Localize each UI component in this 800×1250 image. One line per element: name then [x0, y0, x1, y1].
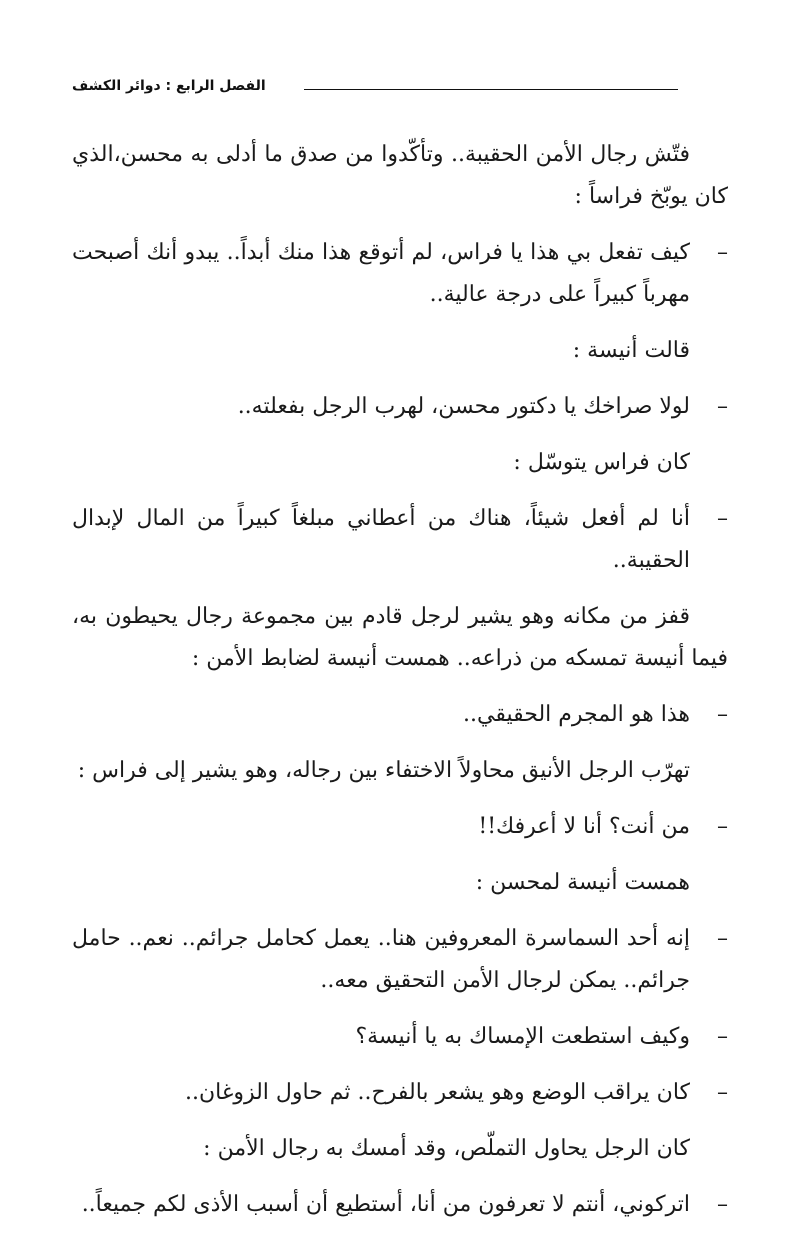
narration-paragraph: فتّش رجال الأمن الحقيبة.. وتأكّدوا من صدق ما أدلى به محسن،الذي كان يوبّخ فراساً : [72, 142, 728, 209]
dialogue-dash: – [717, 1024, 728, 1049]
dialogue-text: كان يراقب الوضع وهو يشعر بالفرح.. ثم حاول الزوغان.. [184, 1080, 690, 1105]
dialogue-text: أنا لم أفعل شيئاً، هناك من أعطاني مبلغاً كبيراً من المال لإبدال الحقيبة.. [72, 506, 690, 573]
dialogue-line [72, 918, 728, 1002]
dialogue-text: كيف تفعل بي هذا يا فراس، لم أتوقع هذا منك أبداً.. يبدو أنك أصبحت مهرباً كبيراً على درجة عالية.. [72, 240, 690, 307]
header-rule [304, 89, 678, 90]
dialogue-text: من أنت؟ أنا لا أعرفك!! [478, 814, 690, 839]
narration-paragraph: قالت أنيسة : [572, 338, 690, 363]
page-body [72, 134, 728, 1226]
narration-paragraph: قفز من مكانه وهو يشير لرجل قادم بين مجموعة رجال يحيطون به، فيما أنيسة تمسكه من ذراعه.. همست أنيسة لضابط الأمن : [72, 604, 728, 671]
dialogue-text: إنه أحد السماسرة المعروفين هنا.. يعمل كحامل جرائم.. نعم.. حامل جرائم.. يمكن لرجال الأمن التحقيق معه.. [72, 926, 690, 993]
narration-paragraph: كان فراس يتوسّل : [513, 450, 690, 475]
dialogue-text: هذا هو المجرم الحقيقي.. [463, 702, 690, 727]
dialogue-text: وكيف استطعت الإمساك به يا أنيسة؟ [355, 1024, 690, 1049]
dialogue-dash: – [717, 1192, 728, 1217]
dialogue-line [72, 232, 728, 316]
dialogue-dash: – [717, 702, 728, 727]
narration-paragraph: تهرّب الرجل الأنيق محاولاً الاختفاء بين رجاله، وهو يشير إلى فراس : [77, 758, 690, 783]
dialogue-line [72, 498, 728, 582]
dialogue-dash: – [717, 926, 728, 951]
dialogue-dash: – [717, 394, 728, 419]
dialogue-line [72, 1184, 728, 1226]
narration-paragraph: كان الرجل يحاول التملّص، وقد أمسك به رجال الأمن : [203, 1136, 690, 1161]
dialogue-dash: – [717, 506, 728, 531]
dialogue-line [72, 1016, 728, 1058]
dialogue-dash: – [717, 814, 728, 839]
dialogue-line [72, 694, 728, 736]
dialogue-line [72, 1072, 728, 1114]
narration-paragraph: همست أنيسة لمحسن : [475, 870, 690, 895]
running-header [72, 70, 728, 112]
dialogue-text: لولا صراخك يا دكتور محسن، لهرب الرجل بفعلته.. [237, 394, 690, 419]
chapter-title: الفصل الرابع : دوائر الكشف [72, 78, 266, 94]
dialogue-text: اتركوني، أنتم لا تعرفون من أنا، أستطيع أن أسبب الأذى لكم جميعاً.. [81, 1192, 690, 1217]
dialogue-line [72, 806, 728, 848]
dialogue-dash: – [717, 240, 728, 265]
dialogue-dash: – [717, 1080, 728, 1105]
dialogue-line [72, 386, 728, 428]
book-page [72, 70, 728, 1240]
